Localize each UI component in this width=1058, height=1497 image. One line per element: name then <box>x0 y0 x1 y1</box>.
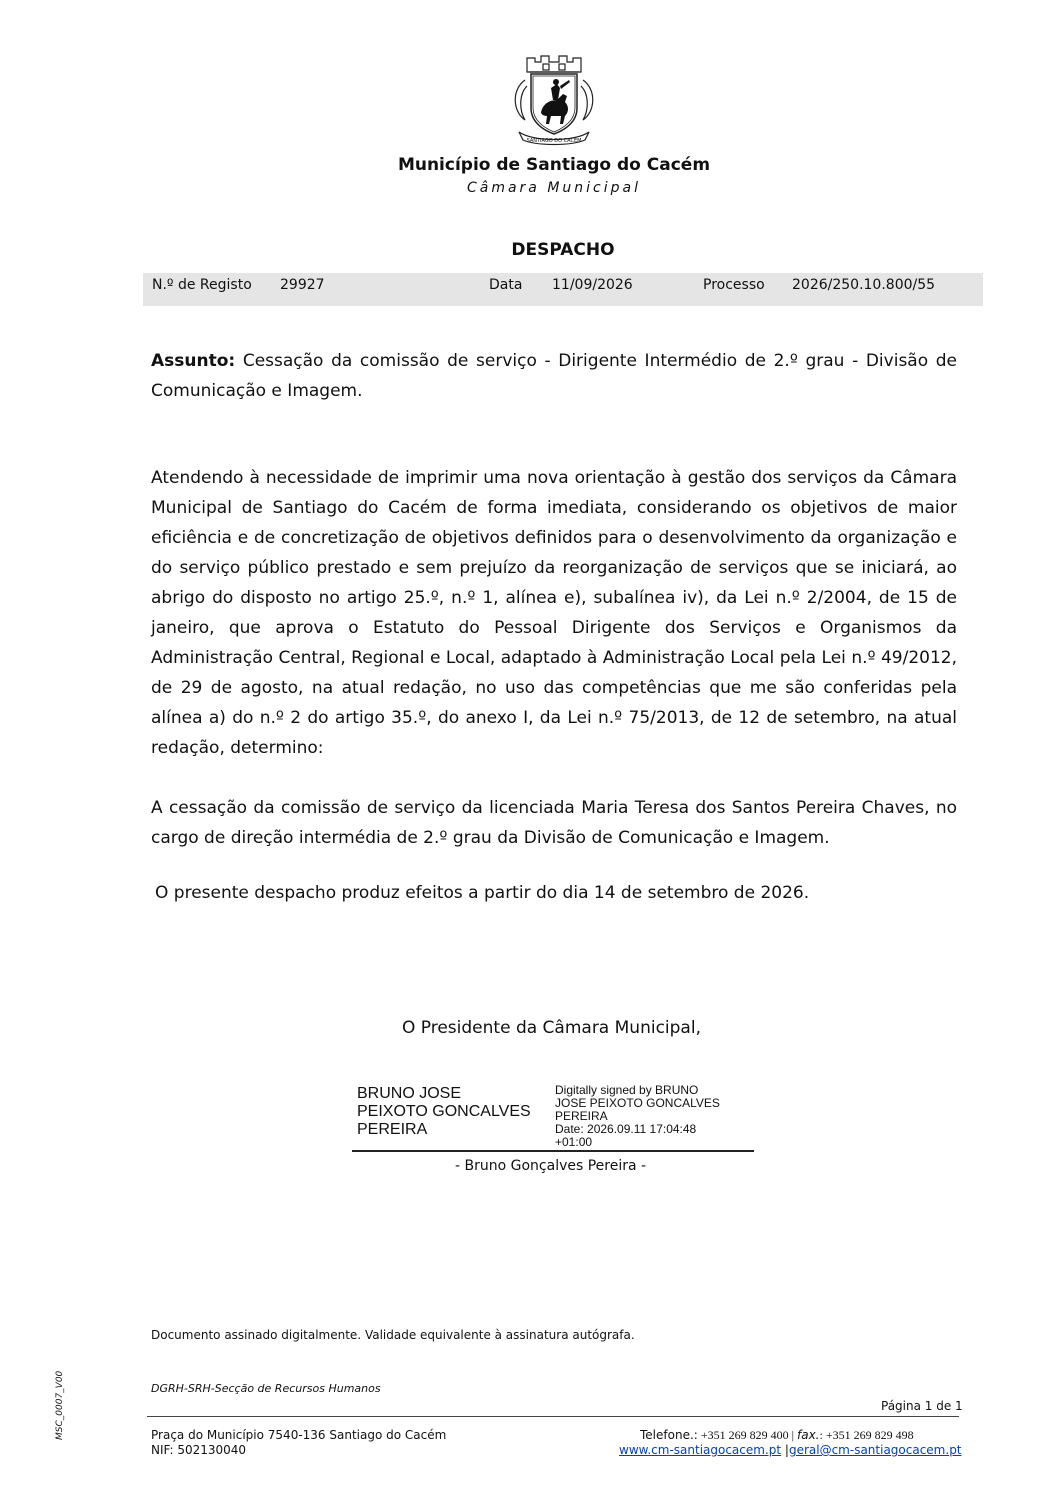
contact-phone <box>640 1428 914 1443</box>
page-number: Página 1 de 1 <box>881 1399 963 1413</box>
svg-text:SANTIAGO DO CACÉM: SANTIAGO DO CACÉM <box>526 138 582 144</box>
processo-value: 2026/250.10.800/55 <box>792 277 936 293</box>
section-name: DGRH-SRH-Secção de Recursos Humanos <box>151 1382 381 1395</box>
subject <box>151 346 957 406</box>
digital-signature-name <box>357 1085 531 1139</box>
processo-label: Processo <box>703 277 765 293</box>
fax-value: : +351 269 829 498 <box>819 1428 914 1442</box>
body-paragraph-2: A cessação da comissão de serviço da licenciada Maria Teresa dos Santos Pereira Chaves, no cargo de direção intermédia de 2.º grau da Divisão de Comunicação e Imagem. <box>151 798 957 848</box>
signature-name-line: BRUNO JOSE <box>357 1085 462 1102</box>
phone-value: +351 269 829 400 | <box>697 1428 797 1442</box>
signature-detail-line: Date: 2026.09.11 17:04:48 <box>555 1122 697 1136</box>
address: Praça do Município 7540-136 Santiago do Cacém <box>151 1428 447 1442</box>
link-separator: | <box>781 1443 789 1457</box>
body-paragraph-3: O presente despacho produz efeitos a partir do dia 14 de setembro de 2026. <box>155 883 810 903</box>
signature-detail-line: PEREIRA <box>555 1109 608 1123</box>
signature-detail-line: JOSE PEIXOTO GONCALVES <box>555 1096 720 1110</box>
data-label: Data <box>489 277 523 293</box>
signatory-printed-name: - Bruno Gonçalves Pereira - <box>455 1158 647 1174</box>
body-paragraph-1: Atendendo à necessidade de imprimir uma nova orientação à gestão dos serviços da Câmara Municipal de Santiago do Cacém de forma imediata, considerando os objetivos de maior eficiência e de concretização de objetivos definidos para o desenvolvimento da organização e do serviço público prestado e sem prejuízo da reorganização de serviços que se iniciará, ao abrigo do disposto no artigo 25.º, n.º 1, alínea e), subalínea iv), da Lei n.º 2/2004, de 15 de janeiro, que aprova o Estatuto do Pessoal Dirigente dos Serviços e Organismos da Administração Central, Regional e Local, adaptado à Administração Local pela Lei n.º 49/2012, de 29 de agosto, na atual redação, no uso das competências que me são conferidas pela alínea a) do n.º 2 do artigo 35.º, do anexo I, da Lei n.º 75/2013, de 12 de setembro, na atual redação, determino: <box>151 468 957 758</box>
data-value: 11/09/2026 <box>552 277 633 293</box>
footer-divider <box>147 1416 959 1417</box>
signature-line <box>352 1150 754 1152</box>
fax-label: fax. <box>796 1428 820 1442</box>
registo-value: 29927 <box>280 277 325 293</box>
registo-label: N.º de Registo <box>152 277 252 293</box>
subject-text: Cessação da comissão de serviço - Dirigente Intermédio de 2.º grau - Divisão de Comunicação e Imagem. <box>151 351 957 401</box>
digital-signature-details <box>555 1084 755 1149</box>
municipal-crest-logo <box>505 50 603 146</box>
form-code: MSC_0007_V00 <box>55 1370 65 1440</box>
website-link[interactable]: www.cm-santiagocacem.pt <box>619 1443 782 1457</box>
signatory-title: O Presidente da Câmara Municipal, <box>402 1018 701 1038</box>
signature-name-line: PEREIRA <box>357 1121 428 1138</box>
email-link[interactable]: geral@cm-santiagocacem.pt <box>788 1443 962 1457</box>
council-name: Câmara Municipal <box>466 180 641 196</box>
signature-detail-line: Digitally signed by BRUNO <box>555 1083 699 1097</box>
document-title: DESPACHO <box>511 240 615 260</box>
signature-detail-line: +01:00 <box>555 1135 593 1149</box>
digital-signature-notice: Documento assinado digitalmente. Validade equivalente à assinatura autógrafa. <box>151 1328 635 1342</box>
nif: NIF: 502130040 <box>151 1443 247 1457</box>
address-block <box>151 1428 446 1458</box>
subject-label: Assunto: <box>151 351 236 371</box>
municipality-name: Município de Santiago do Cacém <box>397 155 711 175</box>
signature-name-line: PEIXOTO GONCALVES <box>357 1103 531 1120</box>
contact-links <box>619 1443 962 1457</box>
phone-label: Telefone.: <box>640 1428 698 1442</box>
registration-bar <box>143 273 983 306</box>
